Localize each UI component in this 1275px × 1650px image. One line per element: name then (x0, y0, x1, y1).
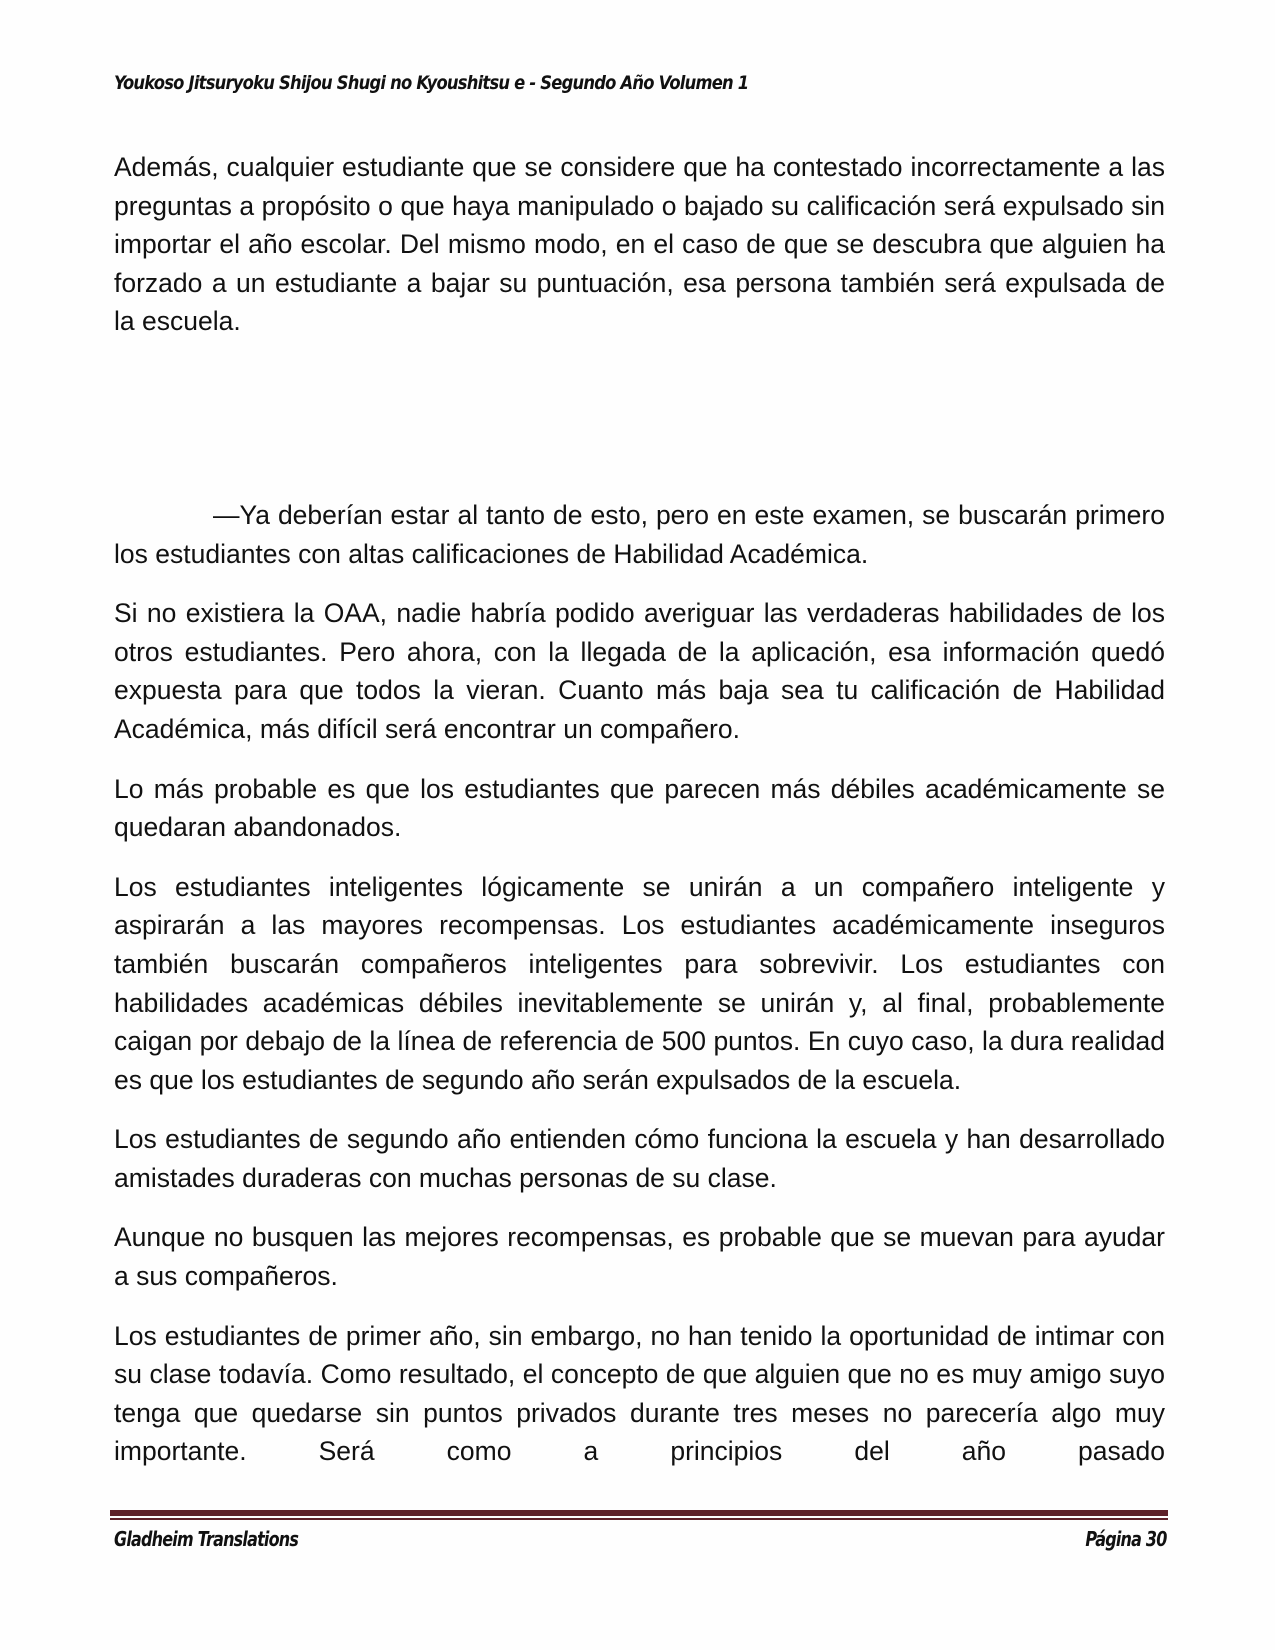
page-number: Página 30 (1085, 1527, 1167, 1551)
body-text (114, 148, 1165, 1471)
paragraph: Aunque no busquen las mejores recompensas, es probable que se muevan para ayudar a sus compañeros. (114, 1222, 1165, 1292)
footer-translator-credit: Gladheim Translations (114, 1527, 299, 1551)
section-gap (114, 362, 1165, 496)
footer-rule-thin (110, 1518, 1168, 1520)
running-header: Youkoso Jitsuryoku Shijou Shugi no Kyoushitsu e - Segundo Año Volumen 1 (114, 72, 749, 94)
paragraph: Si no existiera la OAA, nadie habría podido averiguar las verdaderas habilidades de los otros estudiantes. Pero ahora, con la llegada de la aplicación, esa información quedó expuesta para que todos la vieran. Cuanto más baja sea tu calificación de Habilidad Académica, más difícil será encontrar un compañero. (114, 598, 1165, 744)
footer-rule (110, 1510, 1168, 1516)
paragraph: Los estudiantes inteligentes lógicamente se unirán a un compañero inteligente y aspirarán a las mayores recompensas. Los estudiantes académicamente inseguros también buscarán compañeros inteligentes para sobrevivir. Los estudiantes con habilidades académicas débiles inevitablemente se unirán y, al final, probablemente caigan por debajo de la línea de referencia de 500 puntos. En cuyo caso, la dura realidad es que los estudiantes de segundo año serán expulsados de la escuela. (114, 871, 1165, 1095)
paragraph: Los estudiantes de segundo año entienden cómo funciona la escuela y han desarrollado amistades duraderas con muchas personas de su clase. (114, 1124, 1165, 1193)
paragraph: Lo más probable es que los estudiantes que parecen más débiles académicamente se quedaran abandonados. (114, 773, 1165, 843)
paragraph: Además, cualquier estudiante que se considere que ha contestado incorrectamente a las preguntas a propósito o que haya manipulado o bajado su calificación será expulsado sin importar el año escolar. Del mismo modo, en el caso de que se descubra que alguien ha forzado a un estudiante a bajar su puntuación, esa persona también será expulsada de la escuela. (114, 152, 1165, 337)
dialogue-paragraph: —Ya deberían estar al tanto de esto, pero en este examen, se buscarán primero los estudiantes con altas calificaciones de Habilidad Académica. (114, 499, 1165, 569)
paragraph: Los estudiantes de primer año, sin embargo, no han tenido la oportunidad de intimar con su clase todavía. Como resultado, el concepto de que alguien que no es muy amigo suyo tenga que quedarse sin puntos privados durante tres meses no parecería algo muy importante. Será como a principios del año pasado (114, 1320, 1165, 1467)
